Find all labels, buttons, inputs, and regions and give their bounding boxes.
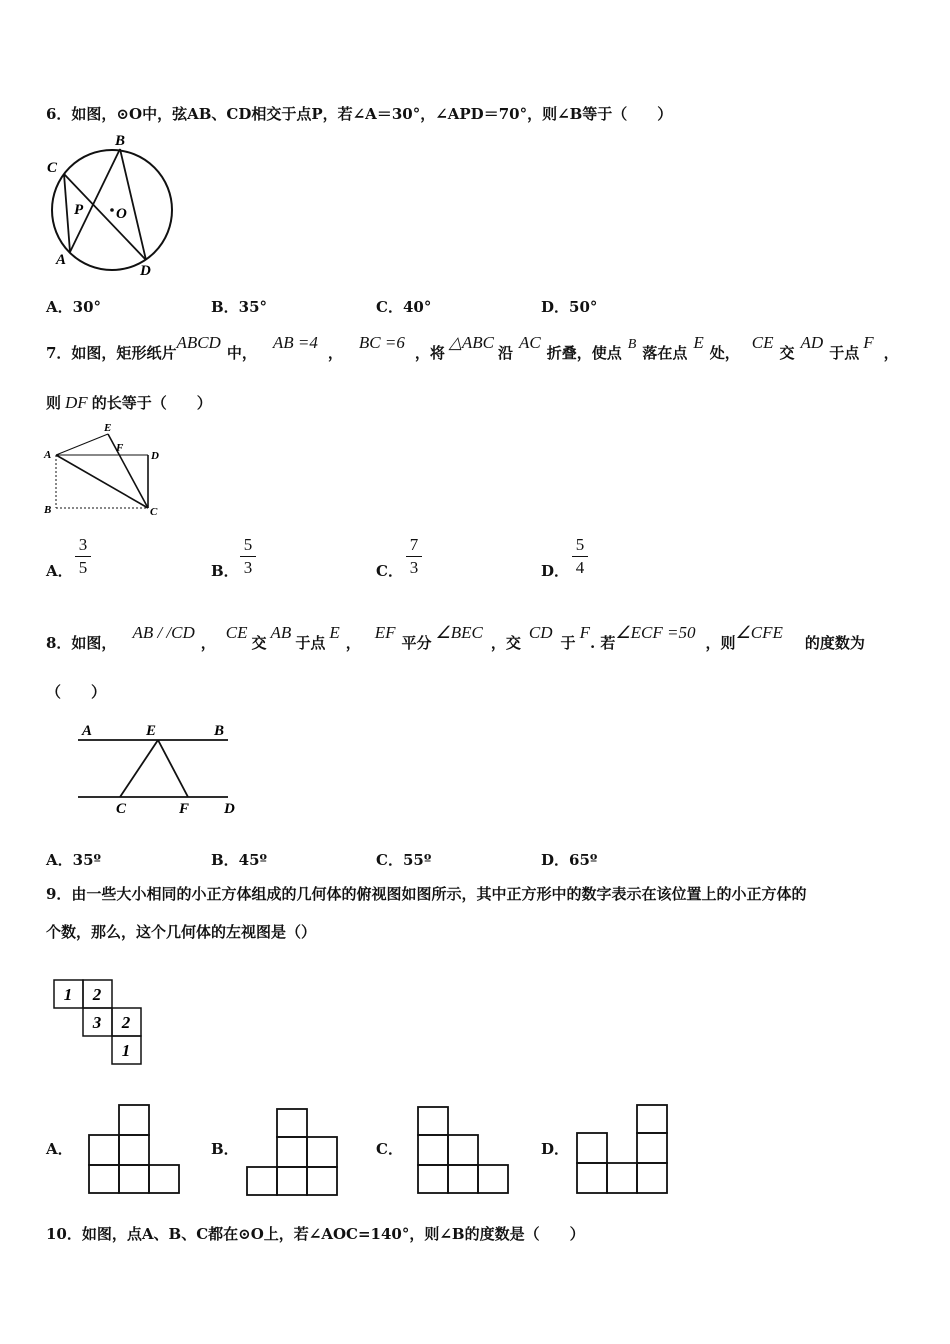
q8-option-c[interactable]: C．55º bbox=[376, 851, 432, 869]
svg-text:F: F bbox=[116, 442, 124, 454]
q7-option-b-fraction: $\frac{5}{3}$ bbox=[240, 536, 256, 577]
svg-text:2: 2 bbox=[121, 1013, 131, 1032]
q9-top-view-grid bbox=[50, 976, 150, 1068]
q9-line2: 个数，那么，这个几何体的左视图是（） bbox=[46, 923, 317, 941]
q7-line1: 7．如图，矩形纸片ABCD中，AB =4，BC =6，将△ABC沿AC折叠，使点 B 落在点E处，CE交AD于点F， bbox=[46, 333, 899, 362]
svg-text:C: C bbox=[47, 160, 58, 176]
svg-text:1: 1 bbox=[63, 985, 73, 1004]
q7-option-a[interactable]: A． bbox=[46, 562, 73, 580]
q9-option-c[interactable]: C． bbox=[376, 1140, 403, 1158]
q8-option-a[interactable]: A．35º bbox=[46, 851, 102, 869]
q7-option-d[interactable]: D． bbox=[541, 562, 570, 580]
svg-text:E: E bbox=[104, 422, 112, 434]
q8-paren: （ ） bbox=[46, 683, 107, 701]
svg-text:P: P bbox=[74, 202, 84, 218]
q7-option-a-fraction: $\frac{3}{5}$ bbox=[75, 536, 91, 577]
q7-option-c[interactable]: C． bbox=[376, 562, 403, 580]
q7-rectangle-figure bbox=[40, 420, 170, 520]
svg-text:1: 1 bbox=[121, 1041, 131, 1060]
q9-option-a[interactable]: A． bbox=[46, 1140, 73, 1158]
svg-text:F: F bbox=[179, 801, 190, 817]
q9-option-a-figure[interactable] bbox=[86, 1102, 184, 1196]
q9-option-b-figure[interactable] bbox=[244, 1106, 342, 1198]
q9-option-d-figure[interactable] bbox=[574, 1102, 672, 1196]
q7-option-c-fraction: $\frac{7}{3}$ bbox=[406, 536, 422, 577]
svg-text:E: E bbox=[146, 723, 157, 739]
q6-option-a[interactable]: A．30° bbox=[46, 298, 102, 316]
q6-text: 6．如图，⊙O中，弦AB、CD相交于点P，若∠A＝30°，∠APD＝70°，则∠B等于（ ） bbox=[46, 105, 673, 123]
svg-text:B: B bbox=[115, 133, 126, 149]
svg-text:C: C bbox=[116, 801, 127, 817]
q9-line1: 9．由一些大小相同的小正方体组成的几何体的俯视图如图所示，其中正方形中的数字表示在该位置上的小正方体的 bbox=[46, 885, 807, 903]
svg-text:A: A bbox=[44, 449, 52, 461]
q6-option-c[interactable]: C．40° bbox=[376, 298, 432, 316]
q6-circle-figure bbox=[42, 132, 182, 280]
q7-line2: 则 DF 的长等于（ ） bbox=[46, 393, 212, 412]
q6-option-b[interactable]: B．35° bbox=[211, 298, 268, 316]
svg-text:2: 2 bbox=[92, 985, 102, 1004]
q7-option-d-fraction: $\frac{5}{4}$ bbox=[572, 536, 588, 577]
svg-text:D: D bbox=[140, 263, 151, 279]
q8-option-d[interactable]: D．65º bbox=[541, 851, 598, 869]
svg-text:A: A bbox=[56, 252, 67, 268]
svg-text:B: B bbox=[214, 723, 225, 739]
q8-line1: 8．如图，AB / /CD，CE交AB于点E，EF平分∠BEC，交CD于F. 若∠ECF =50，则∠CFE的度数为 bbox=[46, 623, 865, 652]
q10-text: 10．如图，点A、B、C都在⊙O上，若∠AOC=140°，则∠B的度数是（ ） bbox=[46, 1225, 585, 1243]
svg-text:3: 3 bbox=[92, 1013, 102, 1032]
svg-text:D: D bbox=[224, 801, 235, 817]
q9-option-b[interactable]: B． bbox=[211, 1140, 239, 1158]
q9-option-d[interactable]: D． bbox=[541, 1140, 570, 1158]
svg-text:C: C bbox=[150, 506, 158, 518]
svg-text:A: A bbox=[82, 723, 93, 739]
svg-text:B: B bbox=[44, 504, 52, 516]
q7-option-b[interactable]: B． bbox=[211, 562, 239, 580]
svg-text:D: D bbox=[151, 450, 159, 462]
q6-option-d[interactable]: D．50° bbox=[541, 298, 598, 316]
svg-text:O: O bbox=[116, 206, 127, 222]
q8-option-b[interactable]: B．45º bbox=[211, 851, 268, 869]
q8-parallel-lines-figure bbox=[70, 716, 250, 820]
q9-option-c-figure[interactable] bbox=[415, 1104, 513, 1196]
